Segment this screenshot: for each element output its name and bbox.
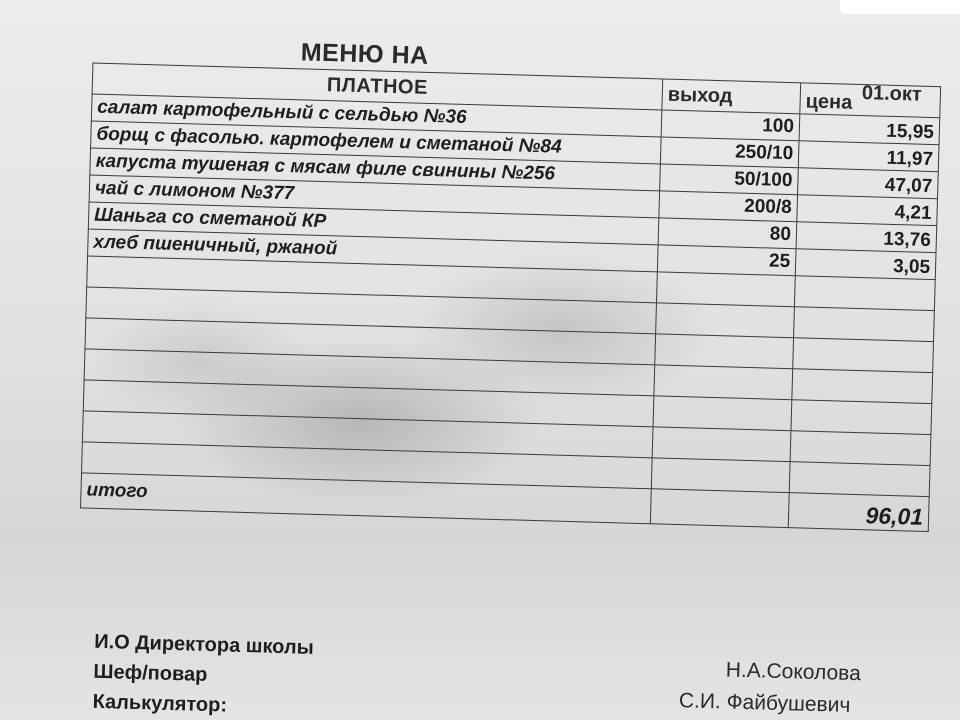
menu-date: 01.окт <box>861 82 923 106</box>
empty-cell <box>654 365 793 400</box>
menu-table-body <box>82 94 940 497</box>
empty-cell <box>793 338 934 373</box>
signature-role-calculator: Калькулятор: <box>92 690 228 717</box>
dish-name: Шаньга со сметаной КР <box>88 202 659 245</box>
empty-cell <box>656 303 795 338</box>
dish-price: 15,95 <box>799 114 940 145</box>
empty-cell <box>790 431 931 466</box>
signature-role-director: И.О Директора школы <box>93 630 315 659</box>
menu-table <box>80 63 941 533</box>
signature-person-chef: С.И. Файбушевич <box>678 689 851 717</box>
dish-name: хлеб пшеничный, ржаной <box>88 229 659 272</box>
empty-cell <box>651 458 790 493</box>
total-price: 96,01 <box>788 493 929 532</box>
dish-price: 3,05 <box>795 249 936 280</box>
dish-output: 100 <box>661 110 800 141</box>
dish-output: 250/10 <box>660 137 799 168</box>
menu-title: МЕНЮ НА <box>300 38 430 70</box>
dish-name: борщ с фасолью. картофелем и сметаной №84 <box>91 121 662 164</box>
dish-name: капуста тушеная с мясам филе свинины №256 <box>90 148 661 191</box>
dish-output: 25 <box>657 245 796 276</box>
empty-cell <box>656 272 795 307</box>
header-price: цена <box>800 83 941 118</box>
dish-name: чай с лимоном №377 <box>89 175 660 218</box>
total-output <box>650 489 789 528</box>
dish-output: 80 <box>658 218 797 249</box>
dish-price: 11,97 <box>798 141 939 172</box>
signature-person-director: Н.А.Соколова <box>725 658 862 686</box>
dish-name: салат картофельный с сельдью №36 <box>91 94 662 137</box>
dish-price: 13,76 <box>796 222 937 253</box>
empty-cell <box>791 400 932 435</box>
signature-role-chef: Шеф/повар <box>93 660 208 686</box>
dish-output: 50/100 <box>660 164 799 195</box>
empty-cell <box>792 369 933 404</box>
dish-price: 47,07 <box>798 168 939 199</box>
dish-price: 4,21 <box>797 195 938 226</box>
empty-cell <box>794 307 935 342</box>
empty-cell <box>794 276 935 311</box>
empty-cell <box>652 427 791 462</box>
total-label: итого <box>81 473 652 524</box>
header-paid: ПЛАТНОЕ <box>92 63 663 110</box>
header-output: выход <box>662 79 801 114</box>
empty-cell <box>655 334 794 369</box>
empty-cell <box>789 462 930 497</box>
dish-output: 200/8 <box>659 191 798 222</box>
empty-cell <box>653 396 792 431</box>
